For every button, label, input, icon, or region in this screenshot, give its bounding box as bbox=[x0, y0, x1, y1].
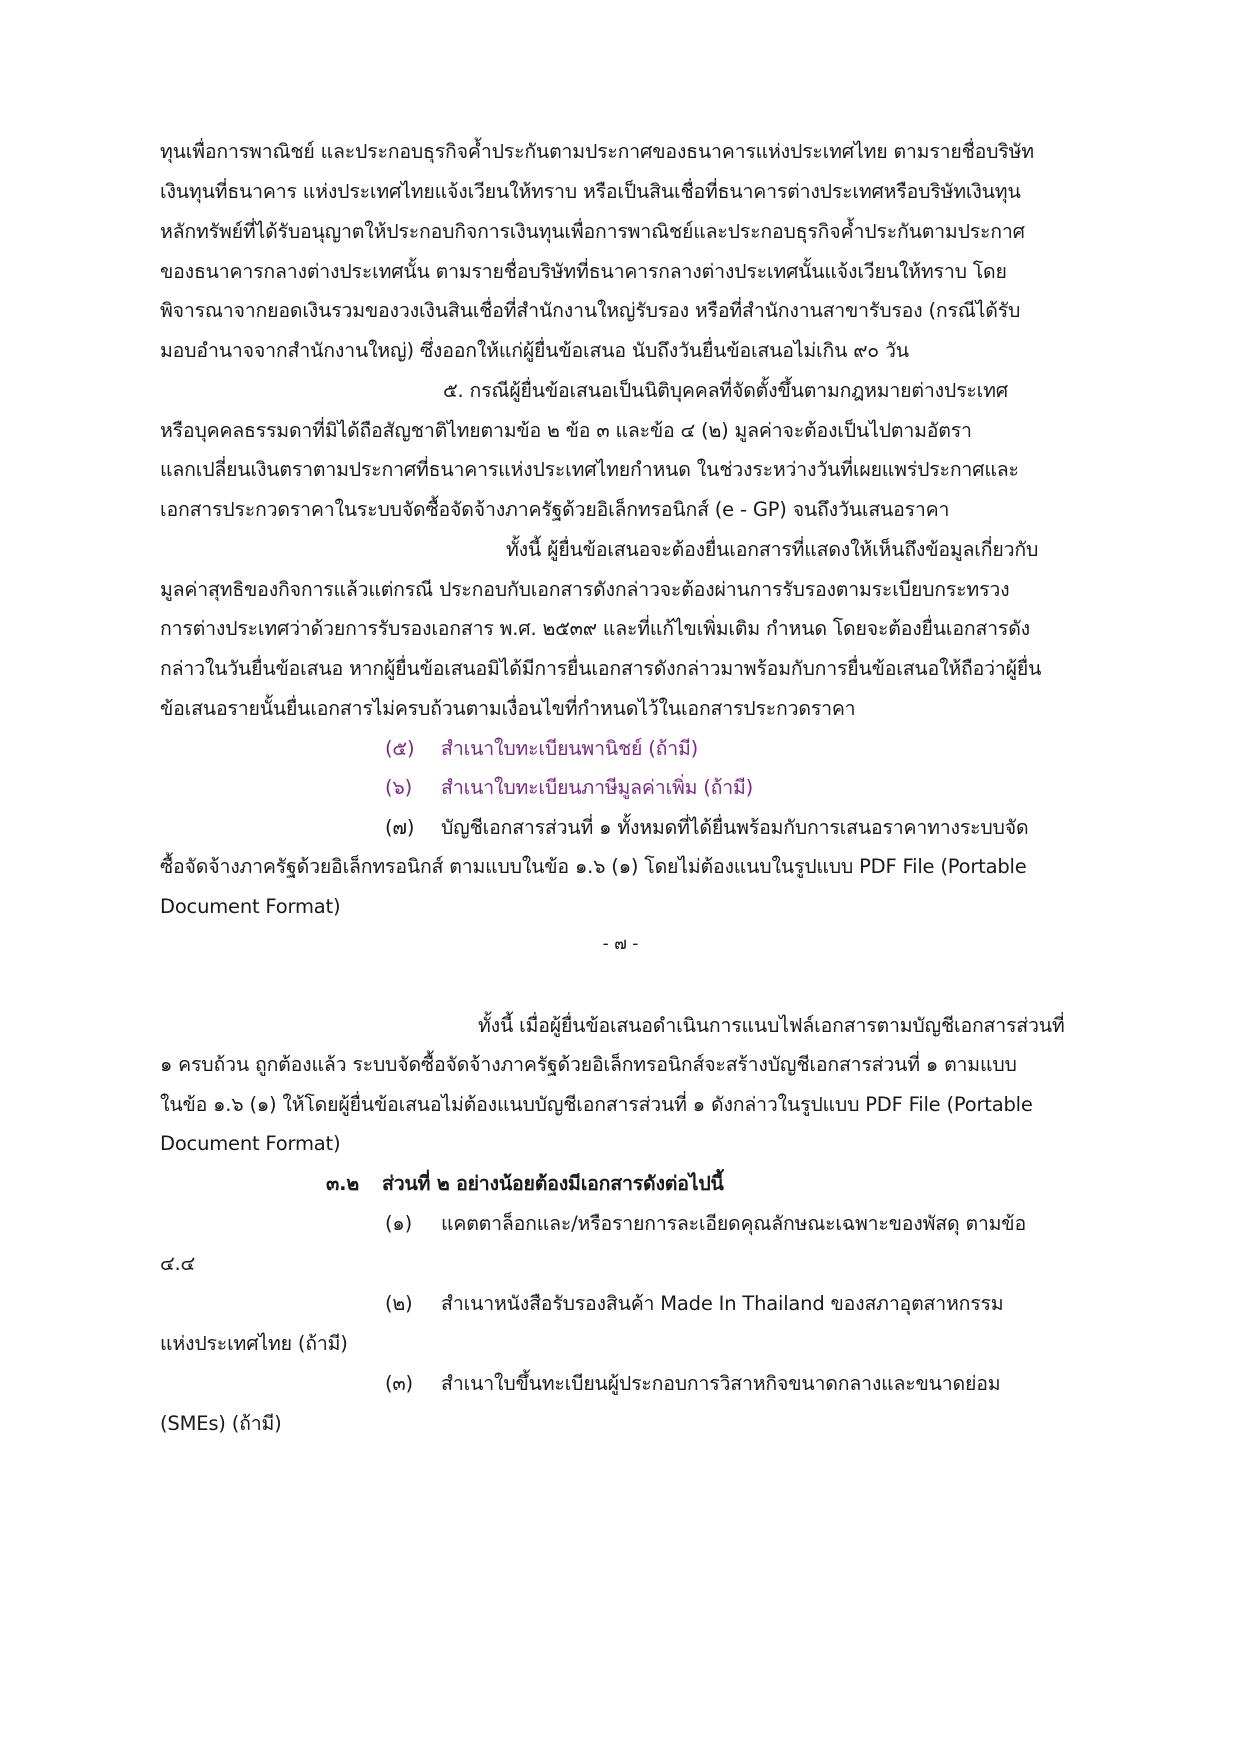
list-item-6 bbox=[385, 774, 753, 802]
list-item-2 bbox=[385, 1290, 1003, 1318]
item-number: (๑) bbox=[385, 1212, 412, 1235]
list-item-continuation: ๔.๔ bbox=[160, 1252, 196, 1275]
section-heading bbox=[326, 1170, 724, 1198]
item-number: (๓) bbox=[385, 1372, 413, 1395]
paragraph-line: ทั้งนี้ ผู้ยื่นข้อเสนอจะต้องยื่นเอกสารที่แสดงให้เห็นถึงข้อมูลเกี่ยวกับ bbox=[506, 538, 1039, 561]
paragraph-line: พิจารณาจากยอดเงินรวมของวงเงินสินเชื่อที่สำนักงานใหญ่รับรอง หรือที่สำนักงานสาขารับรอง (กรณีได้รับ bbox=[160, 299, 1021, 322]
paragraph-line: มูลค่าสุทธิของกิจการแล้วแต่กรณี ประกอบกับเอกสารดังกล่าวจะต้องผ่านการรับรองตามระเบียบกระทรวง bbox=[160, 578, 1010, 601]
item-number: (๕) bbox=[385, 737, 415, 760]
paragraph-line: ๑ ครบถ้วน ถูกต้องแล้ว ระบบจัดซื้อจัดจ้างภาครัฐด้วยอิเล็กทรอนิกส์จะสร้างบัญชีเอกสารส่วนที่ ๑ ตามแบบ bbox=[160, 1053, 1017, 1076]
paragraph-line: แลกเปลี่ยนเงินตราตามประกาศที่ธนาคารแห่งประเทศไทยกำหนด ในช่วงระหว่างวันที่เผยแพร่ประกาศและ bbox=[160, 458, 1019, 481]
item-number: (๗) bbox=[385, 816, 415, 839]
paragraph-line: ทั้งนี้ เมื่อผู้ยื่นข้อเสนอดำเนินการแนบไฟล์เอกสารตามบัญชีเอกสารส่วนที่ bbox=[478, 1014, 1065, 1037]
paragraph-line: เงินทุนที่ธนาคาร แห่งประเทศไทยแจ้งเวียนให้ทราบ หรือเป็นสินเชื่อที่ธนาคารต่างประเทศหรือบริษัทเงินทุน bbox=[160, 180, 1021, 203]
section-title: ส่วนที่ ๒ อย่างน้อยต้องมีเอกสารดังต่อไปนี้ bbox=[382, 1172, 724, 1195]
list-item-1 bbox=[385, 1210, 1026, 1238]
paragraph-line: ในข้อ ๑.๖ (๑) ให้โดยผู้ยื่นข้อเสนอไม่ต้องแนบบัญชีเอกสารส่วนที่ ๑ ดังกล่าวในรูปแบบ PDF File (Portable bbox=[160, 1093, 1033, 1116]
item-text: บัญชีเอกสารส่วนที่ ๑ ทั้งหมดที่ได้ยื่นพร้อมกับการเสนอราคาทางระบบจัด bbox=[441, 816, 1029, 839]
paragraph-line: การต่างประเทศว่าด้วยการรับรองเอกสาร พ.ศ. ๒๕๓๙ และที่แก้ไขเพิ่มเติม กำหนด โดยจะต้องยื่นเอกสารดัง bbox=[160, 617, 1030, 640]
item-text: สำเนาหนังสือรับรองสินค้า Made In Thailand ของสภาอุตสาหกรรม bbox=[441, 1292, 1004, 1315]
item-text: สำเนาใบขึ้นทะเบียนผู้ประกอบการวิสาหกิจขนาดกลางและขนาดย่อม bbox=[441, 1372, 1001, 1395]
list-item-7 bbox=[385, 814, 1028, 842]
list-item-3 bbox=[385, 1370, 1000, 1398]
clause-5-heading: ๕. กรณีผู้ยื่นข้อเสนอเป็นนิติบุคคลที่จัดตั้งขึ้นตามกฎหมายต่างประเทศ bbox=[443, 379, 1008, 402]
item-text: สำเนาใบทะเบียนภาษีมูลค่าเพิ่ม (ถ้ามี) bbox=[441, 776, 754, 799]
section-number: ๓.๒ bbox=[326, 1172, 359, 1195]
paragraph-line: ข้อเสนอรายนั้นยื่นเอกสารไม่ครบถ้วนตามเงื่อนไขที่กำหนดไว้ในเอกสารประกวดราคา bbox=[160, 697, 856, 720]
item-text: สำเนาใบทะเบียนพานิชย์ (ถ้ามี) bbox=[441, 737, 699, 760]
paragraph-line: ทุนเพื่อการพาณิชย์ และประกอบธุรกิจค้ำประกันตามประกาศของธนาคารแห่งประเทศไทย ตามรายชื่อบริษัท bbox=[160, 140, 1034, 163]
paragraph-line: หรือบุคคลธรรมดาที่มิได้ถือสัญชาติไทยตามข้อ ๒ ข้อ ๓ และข้อ ๔ (๒) มูลค่าจะต้องเป็นไปตามอัตรา bbox=[160, 419, 972, 442]
paragraph-line: หลักทรัพย์ที่ได้รับอนุญาตให้ประกอบกิจการเงินทุนเพื่อการพาณิชย์และประกอบธุรกิจค้ำประกันตามประกาศ bbox=[160, 220, 1025, 243]
paragraph-line: ซื้อจัดจ้างภาครัฐด้วยอิเล็กทรอนิกส์ ตามแบบในข้อ ๑.๖ (๑) โดยไม่ต้องแนบในรูปแบบ PDF File (Portable bbox=[160, 855, 1027, 878]
list-item-continuation: (SMEs) (ถ้ามี) bbox=[160, 1412, 282, 1435]
item-number: (๒) bbox=[385, 1292, 413, 1315]
page-number: - ๗ - bbox=[602, 934, 639, 954]
paragraph-line: Document Format) bbox=[160, 1132, 341, 1155]
list-item-5 bbox=[385, 735, 698, 763]
item-number: (๖) bbox=[385, 776, 412, 799]
paragraph-line: เอกสารประกวดราคาในระบบจัดซื้อจัดจ้างภาครัฐด้วยอิเล็กทรอนิกส์ (e - GP) จนถึงวันเสนอราคา bbox=[160, 498, 950, 521]
item-text: แคตตาล็อกและ/หรือรายการละเอียดคุณลักษณะเฉพาะของพัสดุ ตามข้อ bbox=[441, 1212, 1026, 1235]
paragraph-line: Document Format) bbox=[160, 895, 341, 918]
list-item-continuation: แห่งประเทศไทย (ถ้ามี) bbox=[160, 1332, 348, 1355]
paragraph-line: ของธนาคารกลางต่างประเทศนั้น ตามรายชื่อบริษัทที่ธนาคารกลางต่างประเทศนั้นแจ้งเวียนให้ทราบ โดย bbox=[160, 260, 1007, 283]
paragraph-line: มอบอำนาจจากสำนักงานใหญ่) ซึ่งออกให้แก่ผู้ยื่นข้อเสนอ นับถึงวันยื่นข้อเสนอไม่เกิน ๙๐ วัน bbox=[160, 339, 909, 362]
paragraph-line: กล่าวในวันยื่นข้อเสนอ หากผู้ยื่นข้อเสนอมิได้มีการยื่นเอกสารดังกล่าวมาพร้อมกับการยื่นข้อเสนอให้ถือว่าผู้ยื่น bbox=[160, 657, 1042, 680]
